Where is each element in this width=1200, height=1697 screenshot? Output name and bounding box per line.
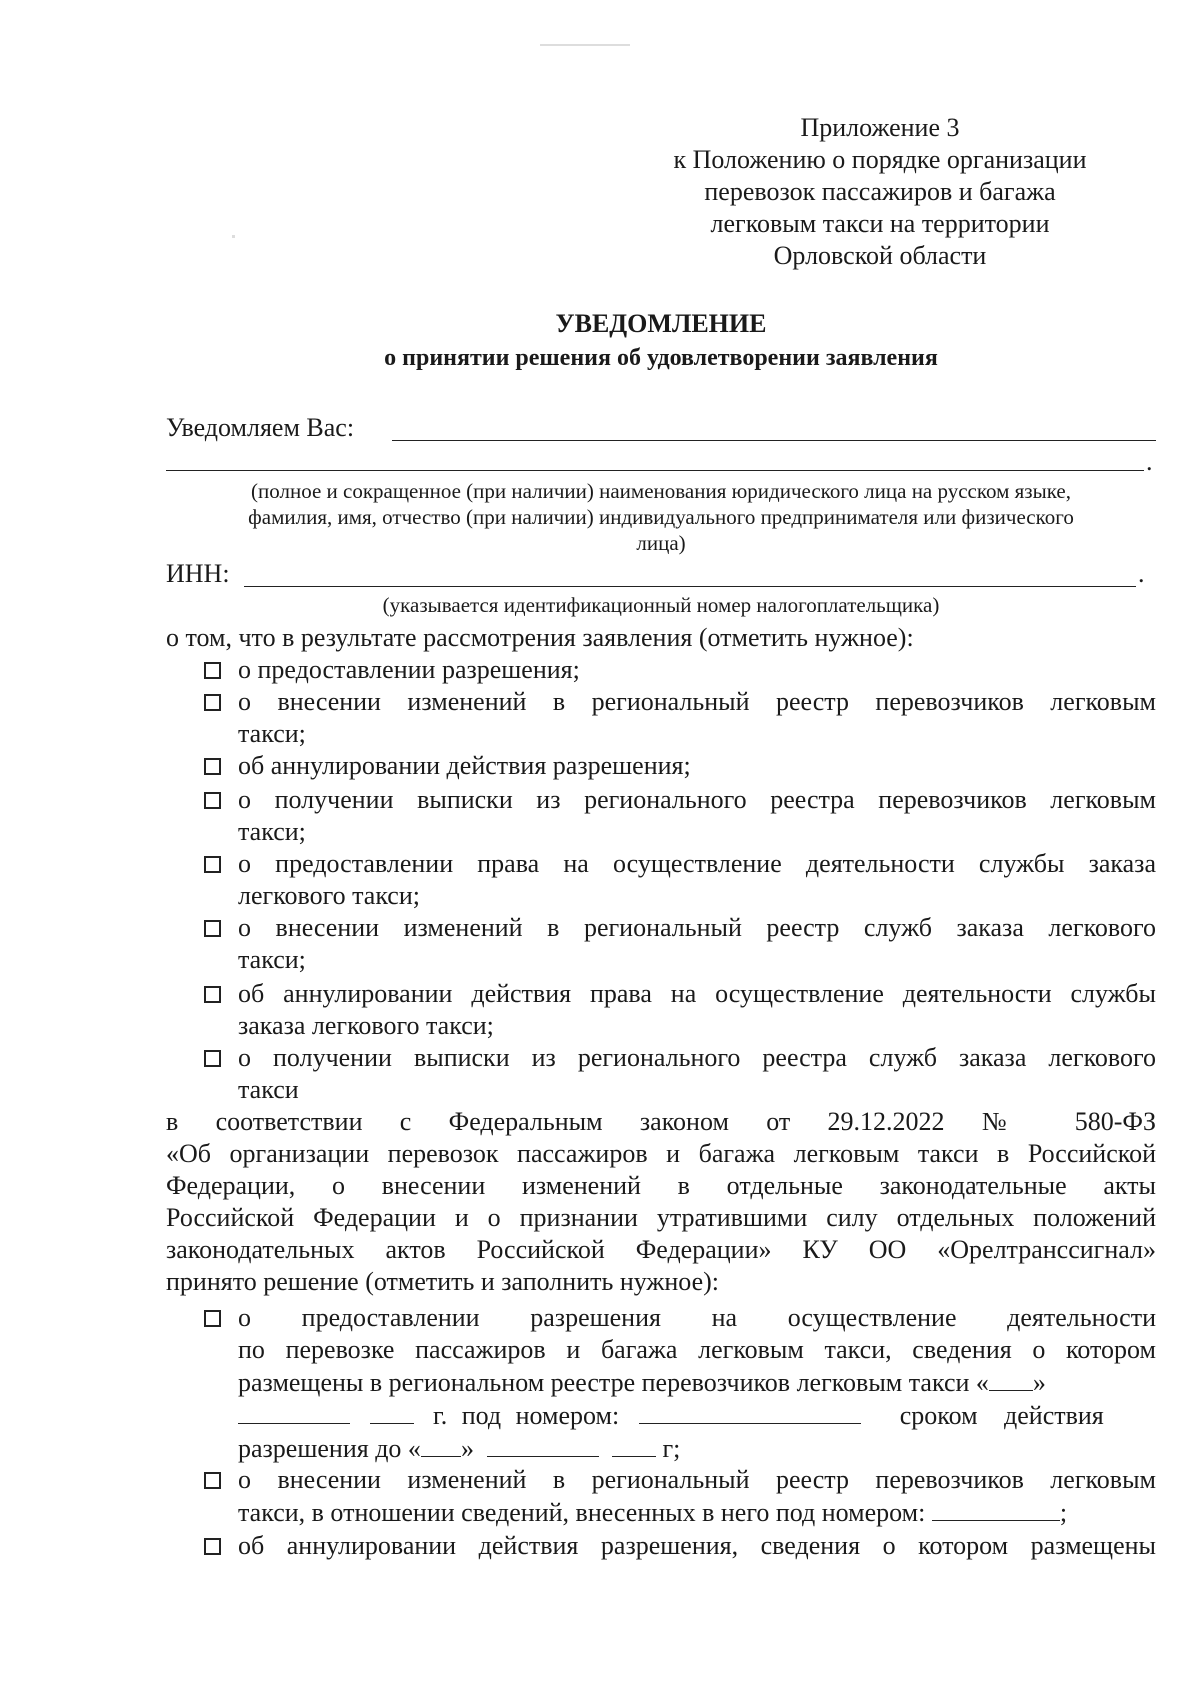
document-subtitle: о принятии решения об удовлетворении заявления [384, 345, 938, 371]
option-text: об аннулировании действия разрешения; [238, 751, 691, 780]
decision-line [238, 1399, 1156, 1432]
decision-item[interactable] [204, 1464, 1156, 1529]
notify-label: Уведомляем Вас: [166, 413, 355, 442]
appendix-line: легковым такси на территории [710, 209, 1050, 238]
decision-line [238, 1496, 1156, 1529]
option-text-cont: такси [238, 1075, 299, 1104]
option-text-cont: такси; [238, 719, 306, 748]
decision-text: о внесении изменений в региональный реестр перевозчиков легковым [238, 1465, 1156, 1494]
checkbox[interactable] [204, 1472, 221, 1489]
decision-text: об аннулировании действия разрешения, сведения о котором размещены [238, 1531, 1156, 1560]
scan-artifact [540, 44, 630, 46]
checkbox[interactable] [204, 792, 221, 809]
decision-text: размещены в региональном реестре перевозчиков легковым такси « [238, 1368, 989, 1397]
option-item[interactable] [204, 686, 1156, 750]
month-field[interactable] [238, 1399, 350, 1424]
decision-text: сроком действия [899, 1401, 1104, 1430]
decision-text: по перевозке пассажиров и багажа легковым такси, сведения о котором [238, 1335, 1156, 1364]
name-caption [166, 478, 1156, 556]
checkbox[interactable] [204, 758, 221, 775]
notify-name-field[interactable] [392, 440, 1156, 441]
option-item[interactable] [204, 978, 1156, 1042]
scan-artifact [232, 235, 235, 238]
checkbox[interactable] [204, 856, 221, 873]
option-text-cont: такси; [238, 945, 306, 974]
inn-caption: (указывается идентификационный номер налогоплательщика) [382, 593, 940, 617]
checkbox[interactable] [204, 694, 221, 711]
decision-item[interactable] [204, 1530, 1156, 1562]
quote-close: » [460, 1434, 474, 1463]
expiry-day-field[interactable] [421, 1432, 461, 1457]
semicolon: ; [1059, 1498, 1068, 1527]
option-item[interactable] [204, 784, 1156, 848]
quote-close: » [1032, 1368, 1046, 1397]
day-field[interactable] [989, 1366, 1033, 1391]
paragraph-line: в соответствии с Федеральным законом от 29.12.2022 № 580-ФЗ [166, 1107, 1156, 1136]
option-text: об аннулировании действия права на осуществление деятельности службы [238, 979, 1156, 1008]
inn-label: ИНН: [166, 559, 230, 588]
caption-line: фамилия, имя, отчество (при наличии) индивидуального предпринимателя или физического [248, 505, 1074, 529]
notify-name-field-line2[interactable] [166, 470, 1144, 471]
checkbox[interactable] [204, 920, 221, 937]
appendix-header [640, 112, 1120, 272]
paragraph-line: «Об организации перевозок пассажиров и багажа легковым такси в Российской [166, 1139, 1156, 1168]
option-item[interactable] [204, 750, 1156, 782]
document-title: УВЕДОМЛЕНИЕ [555, 309, 767, 338]
option-text: о внесении изменений в региональный реестр перевозчиков легковым [238, 687, 1156, 716]
option-item[interactable] [204, 848, 1156, 912]
option-text-cont: такси; [238, 817, 306, 846]
option-text: о получении выписки из регионального реестра перевозчиков легковым [238, 785, 1156, 814]
paragraph-line: принято решение (отметить и заполнить нужное): [166, 1267, 720, 1296]
inn-field[interactable] [244, 586, 1136, 587]
year-field[interactable] [370, 1399, 414, 1424]
caption-line: лица) [636, 531, 686, 555]
registry-entry-field[interactable] [932, 1496, 1060, 1521]
option-item[interactable] [204, 1042, 1156, 1106]
appendix-line: Орловской области [773, 241, 987, 270]
option-text: о внесении изменений в региональный реестр служб заказа легкового [238, 913, 1156, 942]
caption-line: (полное и сокращенное (при наличии) наименования юридического лица на русском языке, [251, 479, 1071, 503]
option-text: о предоставлении разрешения; [238, 655, 580, 684]
appendix-line: Приложение 3 [800, 113, 960, 142]
option-text: о получении выписки из регионального реестра служб заказа легкового [238, 1043, 1156, 1072]
paragraph-line: Российской Федерации и о признании утратившими силу отдельных положений [166, 1203, 1156, 1232]
intro-text: о том, что в результате рассмотрения заявления (отметить нужное): [166, 623, 914, 652]
checkbox[interactable] [204, 1538, 221, 1555]
decision-text: такси, в отношении сведений, внесенных в него под номером: [238, 1498, 926, 1527]
checkbox[interactable] [204, 986, 221, 1003]
option-text: о предоставлении права на осуществление деятельности службы заказа [238, 849, 1156, 878]
period-mark: . [1138, 559, 1145, 588]
checkbox[interactable] [204, 662, 221, 679]
period-mark: . [1146, 447, 1153, 476]
decision-text: разрешения до « [238, 1434, 421, 1463]
decision-line [238, 1366, 1156, 1399]
checkbox[interactable] [204, 1050, 221, 1067]
option-item[interactable] [204, 654, 1156, 686]
decision-text: г. под номером: [433, 1401, 620, 1430]
option-item[interactable] [204, 912, 1156, 976]
checkbox[interactable] [204, 1310, 221, 1327]
law-paragraph [166, 1106, 1156, 1298]
registry-number-field[interactable] [639, 1399, 861, 1424]
appendix-line: к Положению о порядке организации [673, 145, 1087, 174]
option-text-cont: заказа легкового такси; [238, 1011, 494, 1040]
option-text-cont: легкового такси; [238, 881, 420, 910]
expiry-year-field[interactable] [612, 1432, 656, 1457]
decision-item[interactable] [204, 1302, 1156, 1465]
decision-text: о предоставлении разрешения на осуществление деятельности [238, 1303, 1156, 1332]
expiry-month-field[interactable] [487, 1432, 599, 1457]
appendix-line: перевозок пассажиров и багажа [704, 177, 1056, 206]
paragraph-line: Федерации, о внесении изменений в отдельные законодательные акты [166, 1171, 1156, 1200]
paragraph-line: законодательных актов Российской Федерации» КУ ОО «Орелтранссигнал» [166, 1235, 1156, 1264]
decision-text: г; [662, 1434, 681, 1463]
decision-line [238, 1432, 1156, 1465]
